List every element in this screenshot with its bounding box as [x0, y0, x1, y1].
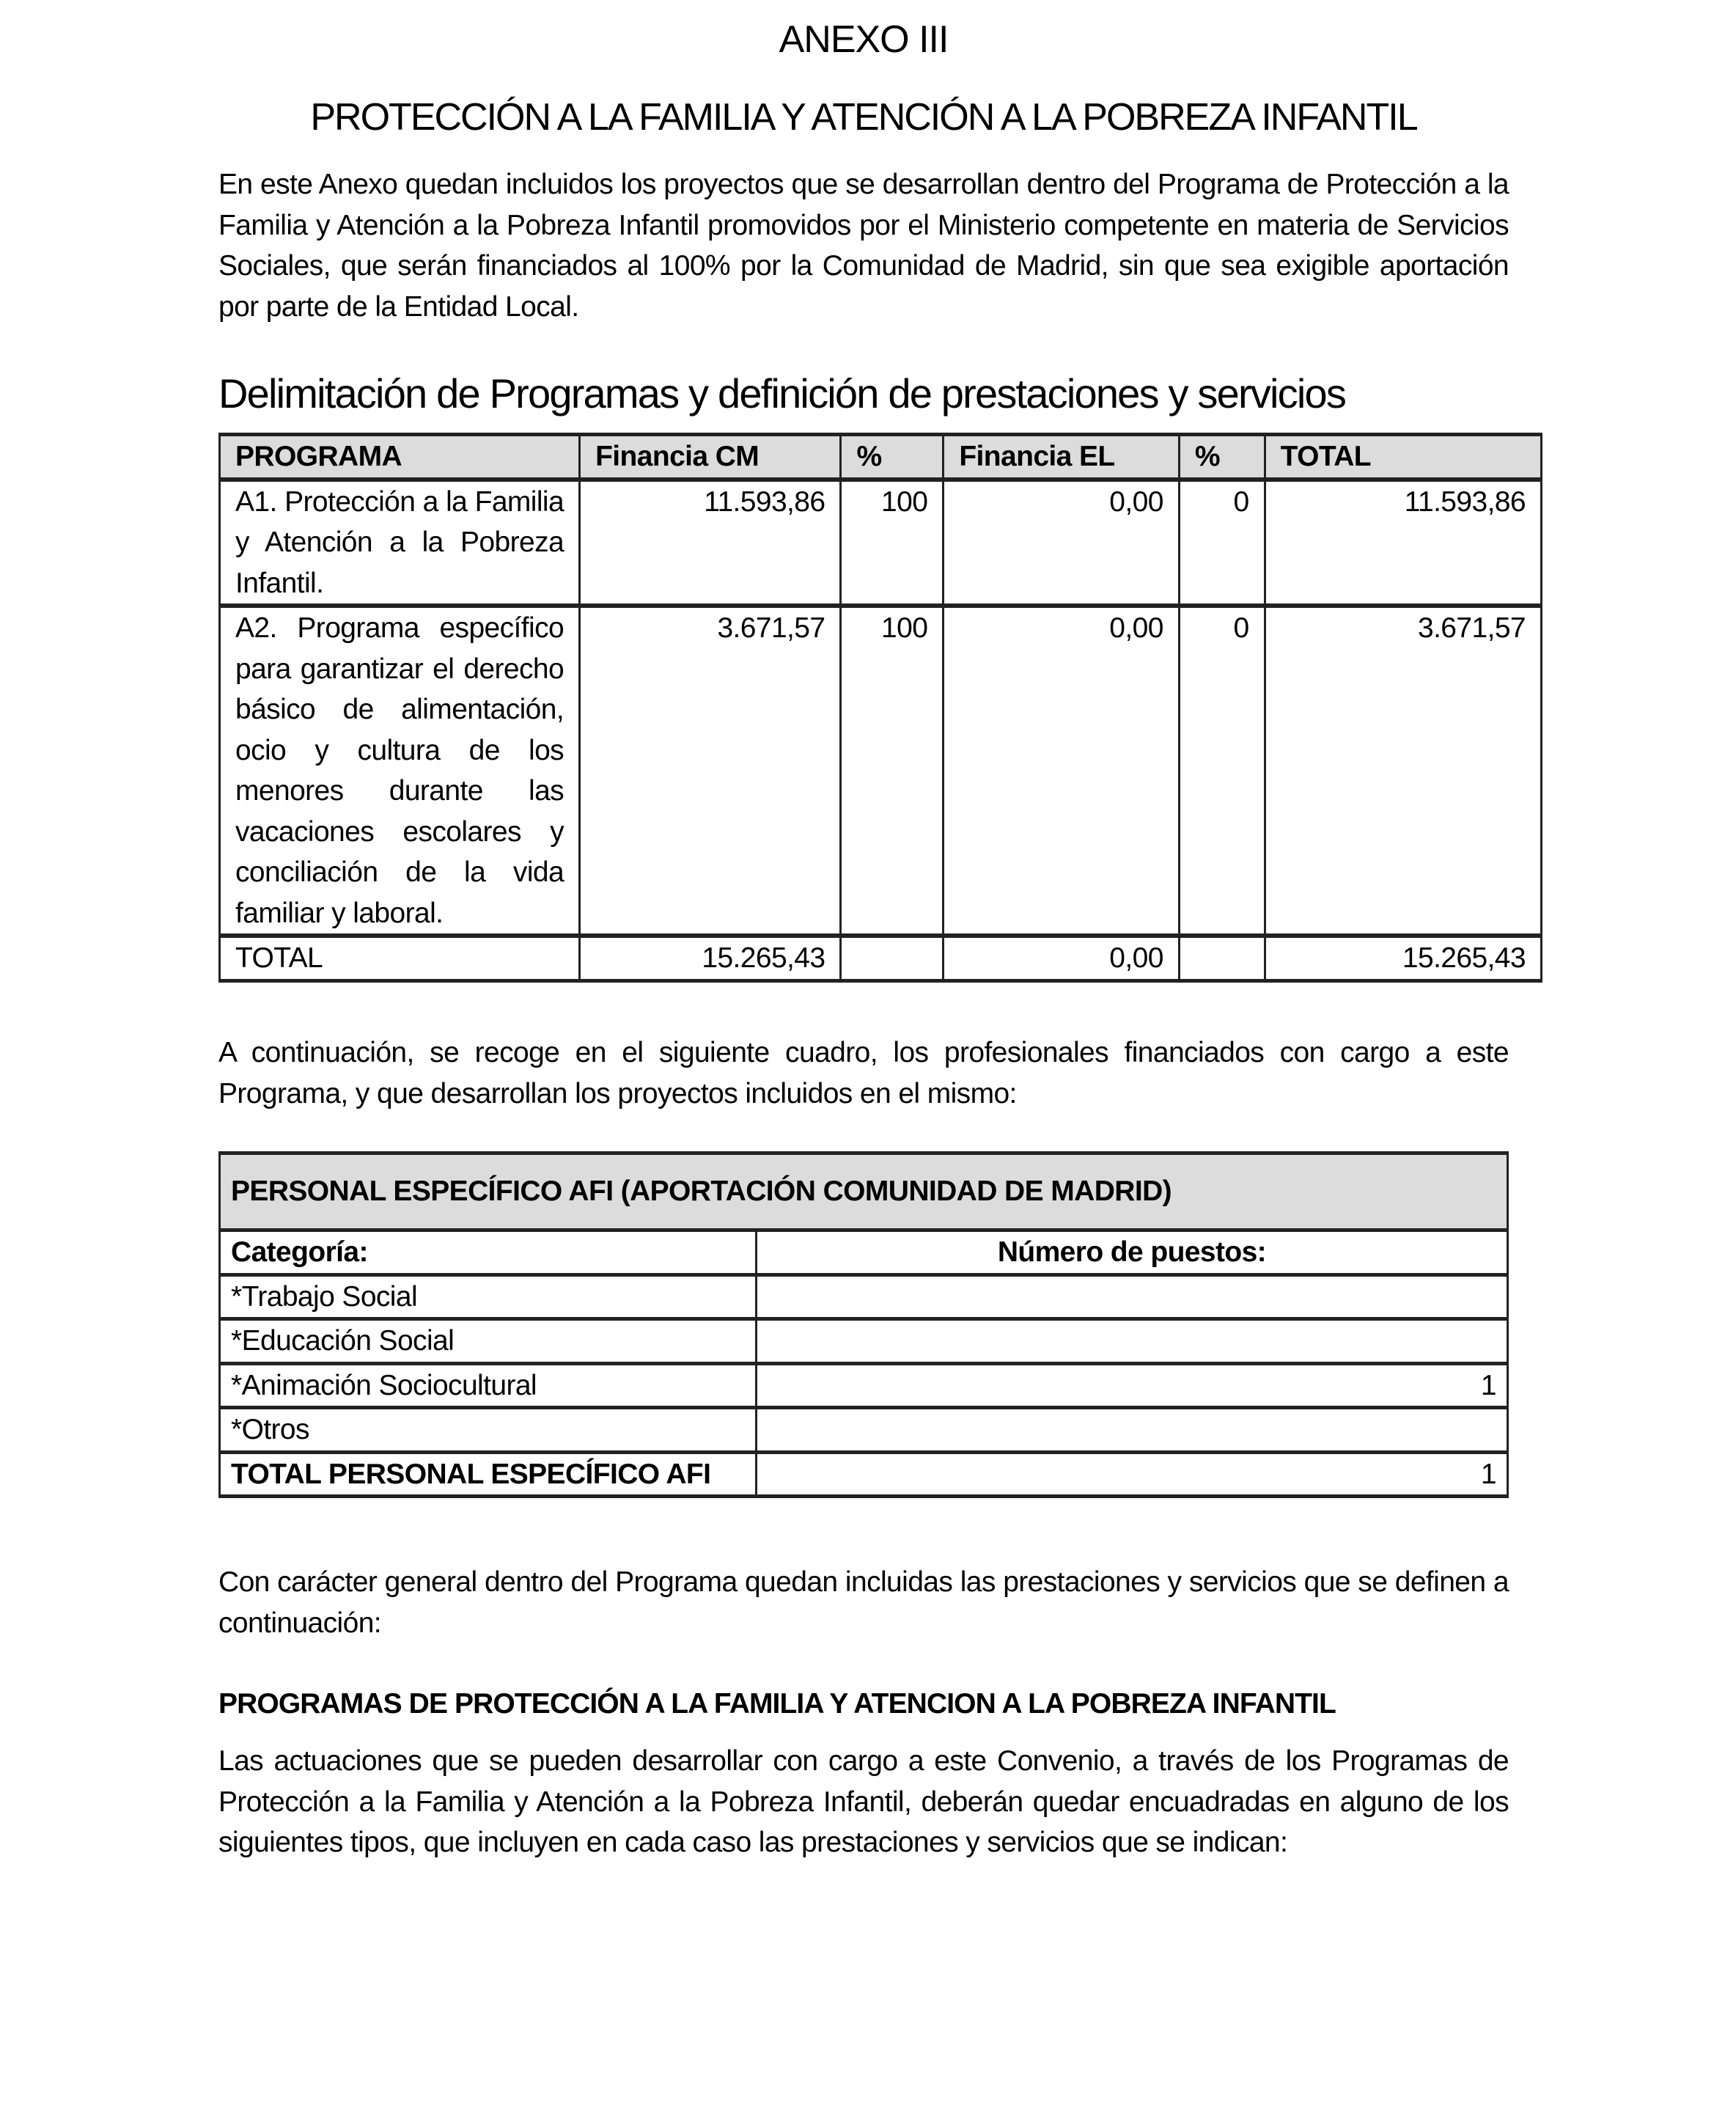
header-pct-cm: % — [841, 435, 944, 480]
total-cell: 3.671,57 — [1265, 606, 1541, 936]
total-total: 15.265,43 — [1265, 936, 1541, 980]
staff-total-value: 1 — [756, 1452, 1507, 1497]
total-row — [220, 936, 1542, 980]
pct-cm-cell: 100 — [841, 480, 944, 606]
category-cell: *Otros — [220, 1408, 757, 1453]
positions-cell — [756, 1274, 1507, 1319]
header-pct-el: % — [1179, 435, 1265, 480]
annex-label: ANEXO III — [779, 18, 949, 61]
funding-table — [218, 433, 1542, 983]
financia-el-cell: 0,00 — [944, 480, 1179, 606]
staff-table — [218, 1151, 1509, 1498]
table-row — [220, 1274, 1508, 1319]
staff-table-column-row — [220, 1230, 1508, 1275]
header-financia-cm: Financia CM — [580, 435, 841, 480]
section-heading: Delimitación de Programas y definición de prestaciones y servicios — [218, 370, 1346, 417]
staff-total-row — [220, 1452, 1508, 1497]
total-financia-cm: 15.265,43 — [580, 936, 841, 980]
positions-cell — [756, 1408, 1507, 1453]
financia-cm-cell: 3.671,57 — [580, 606, 841, 936]
category-cell: *Trabajo Social — [220, 1274, 757, 1319]
column-positions: Número de puestos: — [756, 1230, 1507, 1275]
pct-cm-cell: 100 — [841, 606, 944, 936]
staff-table-title-row — [220, 1153, 1508, 1230]
financia-el-cell: 0,00 — [944, 606, 1179, 936]
table-row — [220, 1363, 1508, 1408]
document-title: PROTECCIÓN A LA FAMILIA Y ATENCIÓN A LA POBREZA INFANTIL — [310, 96, 1417, 139]
header-financia-el: Financia EL — [944, 435, 1179, 480]
financia-cm-cell: 11.593,86 — [580, 480, 841, 606]
continuation-paragraph: A continuación, se recoge en el siguiente cuadro, los profesionales financiados con cargo a este Programa, y que desarrollan los proyectos incluidos en el mismo: — [218, 1037, 1509, 1109]
total-pct-cm — [841, 936, 944, 980]
positions-cell — [756, 1319, 1507, 1364]
positions-cell: 1 — [756, 1363, 1507, 1408]
actuaciones-paragraph: Las actuaciones que se pueden desarrollar con cargo a este Convenio, a través de los Programas de Protección a la Familia y Atención a la Pobreza Infantil, deberán quedar encuadradas en alguno de los siguientes tipos, que incluyen en cada caso las prestaciones y servicios que se indican: — [218, 1745, 1509, 1858]
table-row — [220, 606, 1542, 936]
pct-el-cell: 0 — [1179, 480, 1265, 606]
total-pct-el — [1179, 936, 1265, 980]
general-paragraph: Con carácter general dentro del Programa quedan incluidas las prestaciones y servicios que se definen a continuación: — [218, 1566, 1509, 1639]
programa-cell: A1. Protección a la Familia y Atención a la Pobreza Infantil. — [220, 480, 580, 606]
pct-el-cell: 0 — [1179, 606, 1265, 936]
table-row — [220, 1408, 1508, 1453]
staff-total-label: TOTAL PERSONAL ESPECÍFICO AFI — [220, 1452, 757, 1497]
category-cell: *Educación Social — [220, 1319, 757, 1364]
header-programa: PROGRAMA — [220, 435, 580, 480]
programa-cell: A2. Programa específico para garantizar el derecho básico de alimentación, ocio y cultura de los menores durante las vacaciones escolares y conciliación de la vida familiar y laboral. — [220, 606, 580, 936]
header-total: TOTAL — [1265, 435, 1541, 480]
table-row — [220, 1319, 1508, 1364]
programs-heading: PROGRAMAS DE PROTECCIÓN A LA FAMILIA Y ATENCION A LA POBREZA INFANTIL — [218, 1688, 1336, 1720]
total-label: TOTAL — [220, 936, 580, 980]
table-row — [220, 480, 1542, 606]
staff-table-title: PERSONAL ESPECÍFICO AFI (APORTACIÓN COMUNIDAD DE MADRID) — [220, 1153, 1508, 1230]
column-category: Categoría: — [220, 1230, 757, 1275]
intro-paragraph: En este Anexo quedan incluidos los proyectos que se desarrollan dentro del Programa de Protección a la Familia y Atención a la Pobreza Infantil promovidos por el Ministerio competente en materia de Servicios Sociales, que serán financiados al 100% por la Comunidad de Madrid, sin que sea exigible aportación por parte de la Entidad Local. — [218, 169, 1509, 323]
total-cell: 11.593,86 — [1265, 480, 1541, 606]
total-financia-el: 0,00 — [944, 936, 1179, 980]
category-cell: *Animación Sociocultural — [220, 1363, 757, 1408]
funding-table-header-row — [220, 435, 1542, 480]
